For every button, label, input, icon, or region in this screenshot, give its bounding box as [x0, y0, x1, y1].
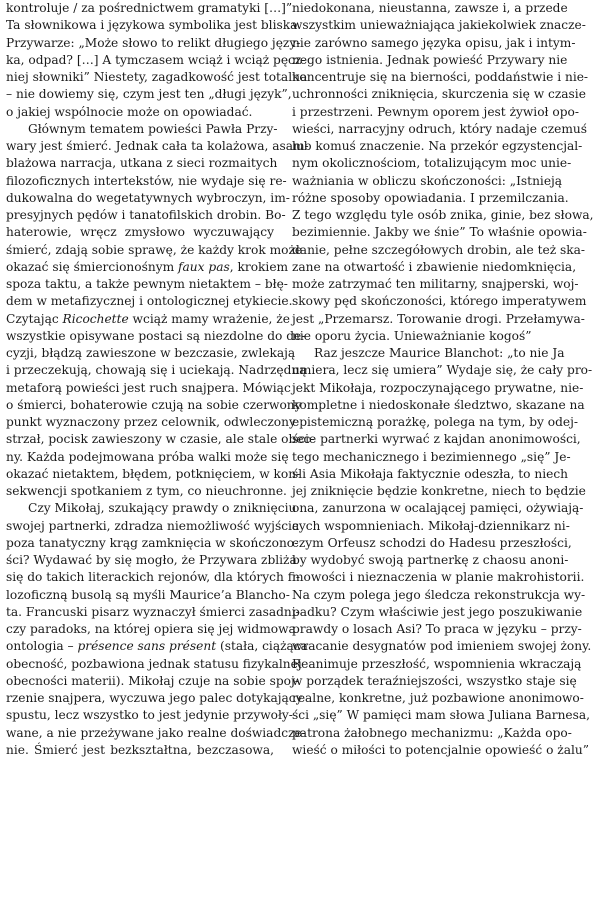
left-column	[6, 0, 315, 900]
italic-phrase: présence sans présent	[77, 639, 217, 654]
text-line: patrona żałobnego mechanizmu: „Każda opo-	[292, 725, 572, 740]
text-line: wszystkie opisywane postaci są niezdolne do de-	[6, 328, 306, 343]
text-line: i przestrzeni. Pewnym oporem jest żywioł opo-	[292, 104, 579, 119]
text-line: haterowie, wręcz zmysłowo wyczuwający	[6, 225, 274, 240]
text-line: epistemiczną porażkę, polega na tym, by odej-	[292, 415, 579, 429]
text-line: lub komuś znaczenie. Na przekór egzystencjal-	[292, 139, 583, 153]
text-line: sekwencji spotkaniem z tym, co nieuchronne.	[6, 484, 287, 498]
text-line: Przywarze: „Może słowo to relikt długiego języ-	[6, 35, 301, 50]
text-line: spoza taktu, a także pewnym nietaktem – błę-	[6, 277, 288, 291]
text-line: o śmierci, bohaterowie czują na sobie czerwony	[6, 397, 302, 412]
text-line: Reanimuje przeszłość, wspomnienia wkraczają	[292, 656, 582, 671]
text-line: Czytając Ricochette wciąż mamy wrażenie, że	[6, 311, 290, 326]
text-line: kompletne i niedoskonałe śledztwo, skazane na	[292, 397, 585, 412]
right-column	[292, 0, 594, 900]
text-line: realne, konkretne, już pozbawione anonimowo-	[292, 691, 584, 705]
text-line: rzenie snajpera, wyczuwa jego palec dotykający	[6, 691, 303, 705]
text-line: ści „się” W pamięci mam słowa Juliana Barnesa,	[292, 708, 591, 723]
text-line: spustu, lecz wszystko to jest jedynie przywoły-	[6, 708, 293, 723]
text-line: dukowalna do wegetatywnych wybroczyn, im-	[6, 190, 290, 205]
italic-phrase: Ricochette	[62, 311, 129, 326]
text-line: mowości i nieznaczenia w planie makrohistorii.	[292, 570, 585, 585]
text-line: cyzji, błądzą zawieszone w bezczasie, zwlekają	[6, 346, 296, 360]
text-line: presyjnych pędów i tanatofilskich drobin. Bo-	[6, 208, 286, 222]
text-line: ważniania w obliczu skończoności: „Istnieją	[292, 173, 563, 188]
text-line: czym Orfeusz schodzi do Hadesu przeszłości,	[292, 535, 572, 550]
text-line: ści? Wydawać by się mogło, że Przywara zbliża	[6, 553, 297, 567]
text-line: okazać się śmiercionośnym faux pas, krokiem	[6, 259, 289, 274]
text-line: Na czym polega jego śledcza rekonstrukcja wy-	[292, 587, 586, 602]
text-line: jekt Mikołaja, rozpoczynającego prywatne, nie-	[292, 380, 584, 395]
text-line: zane na otwartość i zbawienie niedomknięcia,	[292, 259, 577, 274]
text-line: ny. Każda podejmowana próba walki może się	[6, 449, 289, 464]
text-line: jest „Przemarsz. Torowanie drogi. Przełamywa-	[292, 311, 585, 326]
text-line: blażowa narracja, utkana z sieci rozmaitych	[6, 156, 278, 171]
text-line: nie oporu życia. Unieważnianie kogoś”	[292, 328, 532, 343]
text-line: nym okolicznościom, totalizującym moc unie-	[292, 156, 572, 171]
text-line: Czy Mikołaj, szukający prawdy o zniknięciu	[28, 501, 297, 516]
text-line: by wydobyć swoją partnerkę z chaosu anoni-	[292, 553, 569, 567]
text-line: danie, pełne szczegółowych drobin, ale też ska-	[292, 242, 586, 257]
text-line: się do takich literackich rejonów, dla których fi-	[6, 570, 300, 585]
text-line: wary jest śmierć. Jednak cała ta kolażowa, asam-	[6, 139, 309, 153]
text-line: bezimiennie. Jakby we śnie” To właśnie opowia-	[292, 225, 587, 240]
text-line: wszystkim unieważniająca jakiekolwiek znacze-	[292, 18, 586, 33]
text-line: o jakiej wspólnocie może on opowiadać.	[6, 104, 253, 119]
text-line: obecności materii). Mikołaj czuje na sobie spoj-	[6, 673, 299, 688]
text-line: ona, zanurzona w ocalającej pamięci, ożywiają-	[292, 501, 584, 516]
text-line: Raz jeszcze Maurice Blanchot: „to nie Ja	[314, 346, 565, 360]
italic-phrase: faux pas	[178, 259, 230, 274]
text-line: prawdy o losach Asi? To praca w języku – przy-	[292, 622, 582, 636]
text-line: uchronności zniknięcia, skurczenia się w czasie	[292, 87, 586, 102]
text-line: jej zniknięcie będzie konkretne, niech to będzie	[292, 484, 586, 498]
text-line: Z tego względu tyle osób znika, ginie, bez słowa,	[292, 208, 594, 222]
text-line: umiera, lecz się umiera” Wydaje się, że cały pro-	[292, 363, 593, 378]
text-line: punkt wyznaczony przez celownik, odwleczony	[6, 415, 296, 429]
text-line: może zatrzymać ten militarny, snajperski, woj-	[292, 277, 579, 291]
text-line: ście partnerki wyrwać z kajdan anonimowości,	[292, 432, 581, 447]
text-line: w porządek teraźniejszości, wszystko staje się	[292, 673, 577, 688]
text-line: skowy pęd skończoności, którego imperatywem	[292, 294, 587, 309]
text-line: różne sposoby opowiadania. I przemilczania.	[292, 190, 569, 205]
text-line: śmierć, zdają sobie sprawę, że każdy krok może	[6, 242, 303, 257]
text-line: śli Asia Mikołaja faktycznie odeszła, to niech	[292, 466, 569, 481]
text-line: cych wspomnieniach. Mikołaj-dziennikarz ni-	[292, 518, 570, 533]
text-line: Głównym tematem powieści Pawła Przy-	[28, 121, 278, 136]
text-line: ka, odpad? […] A tymczasem wciąż i wciąż pęcz-	[6, 52, 306, 67]
text-line: wane, a nie przeżywane jako realne doświadcze-	[6, 725, 306, 740]
text-line: wracanie desygnatów pod imieniem swojej żony.	[292, 639, 592, 654]
text-line: Ta słownikowa i językowa symbolika jest bliska	[6, 18, 298, 33]
text-line: strzał, pocisk zawieszony w czasie, ale stale obec-	[6, 432, 315, 447]
text-line: nego istnienia. Jednak powieść Przywary nie	[292, 52, 568, 67]
text-line: ontologia – présence sans présent (stała, ciążąca	[6, 639, 308, 654]
text-line: lozoficzną busolą są myśli Maurice’a Blancho-	[6, 587, 290, 602]
text-line: nie. Śmierć jest bezkształtna, bezczasowa,	[6, 742, 274, 757]
text-line: nie zarówno samego języka opisu, jak i intym-	[292, 35, 576, 50]
text-line: wieści, narracyjny odruch, który nadaje czemuś	[292, 121, 588, 136]
text-line: filozoficznych intertekstów, nie wydaje się re-	[6, 173, 287, 188]
text-line: metaforą powieści jest ruch snajpera. Mówiąc	[6, 380, 291, 395]
text-line: czy paradoks, na której opiera się jej widmowa	[6, 622, 296, 636]
text-line: swojej partnerki, zdradza niemożliwość wyjścia	[6, 518, 300, 533]
text-line: wieść o miłości to potencjalnie opowieść o żalu”	[292, 742, 589, 757]
text-line: padku? Czym właściwie jest jego poszukiwanie	[292, 604, 583, 619]
text-line: poza tanatyczny krąg zamknięcia w skończono-	[6, 535, 299, 550]
text-line: niedokonana, nieustanna, zawsze i, a przede	[292, 1, 568, 15]
text-line: okazać nietaktem, błędem, potknięciem, w kon-	[6, 466, 301, 481]
text-line: i przeczekują, chowają się i uciekają. Nadrzędną	[6, 363, 307, 378]
text-line: dem w metafizycznej i ontologicznej etykiecie.	[6, 294, 293, 309]
text-line: kontroluje / za pośrednictwem gramatyki […]”	[6, 1, 293, 15]
text-line: koncentruje się na bierności, poddaństwie i nie-	[292, 70, 589, 84]
text-line: niej słowniki” Niestety, zagadkowość jest totalna	[6, 70, 308, 84]
text-line: – nie dowiemy się, czym jest ten „długi język”,	[6, 87, 292, 102]
text-line: tego mechanicznego i bezimiennego „się” Je-	[292, 449, 571, 464]
text-line: ta. Francuski pisarz wyznaczył śmierci zasadni-	[6, 604, 300, 619]
text-line: obecność, pozbawiona jednak statusu fizykalnej	[6, 656, 302, 671]
